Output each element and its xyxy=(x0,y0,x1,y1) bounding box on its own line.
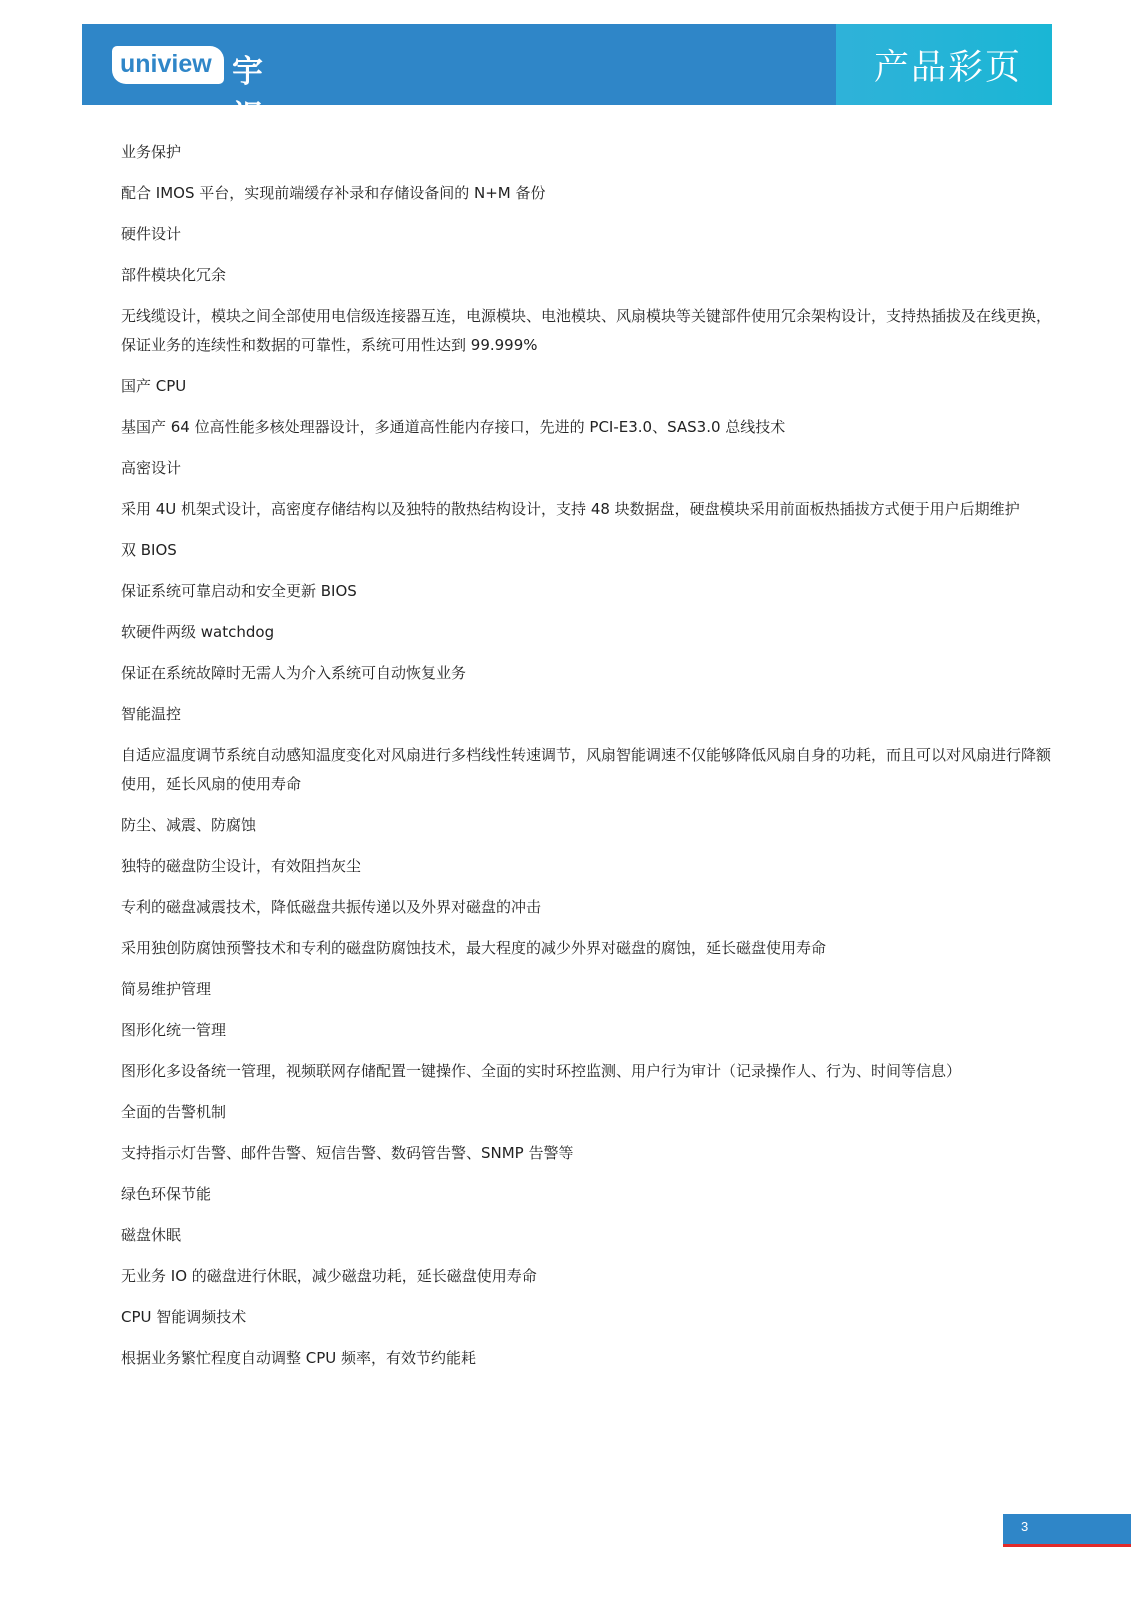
paragraph: 采用 4U 机架式设计，高密度存储结构以及独特的散热结构设计，支持 48 块数据盘，硬盘模块采用前面板热插拔方式便于用户后期维护 xyxy=(121,500,1020,518)
page-header xyxy=(82,24,1052,135)
page-footer xyxy=(1003,1514,1131,1547)
subsection-heading: 智能温控 xyxy=(121,705,182,723)
logo-text: uniview xyxy=(120,50,212,78)
subsection-heading: 部件模块化冗余 xyxy=(121,266,227,284)
paragraph: 专利的磁盘减震技术，降低磁盘共振传递以及外界对磁盘的冲击 xyxy=(121,898,542,916)
section-heading: 硬件设计 xyxy=(121,225,182,243)
section-heading: 绿色环保节能 xyxy=(121,1185,212,1203)
header-title-panel xyxy=(836,24,1052,105)
paragraph: 支持指示灯告警、邮件告警、短信告警、数码管告警、SNMP 告警等 xyxy=(121,1144,574,1162)
document-body xyxy=(121,138,1051,1385)
logo-badge xyxy=(112,46,224,84)
paragraph: 自适应温度调节系统自动感知温度变化对风扇进行多档线性转速调节，风扇智能调速不仅能够降低风扇自身的功耗，而且可以对风扇进行降额使用，延长风扇的使用寿命 xyxy=(121,746,1052,793)
paragraph: 配合 IMOS 平台，实现前端缓存补录和存储设备间的 N+M 备份 xyxy=(121,184,546,202)
paragraph: 无线缆设计，模块之间全部使用电信级连接器互连，电源模块、电池模块、风扇模块等关键部件使用冗余架构设计，支持热插拔及在线更换，保证业务的连续性和数据的可靠性，系统可用性达到 99.999% xyxy=(121,307,1052,354)
section-heading: 简易维护管理 xyxy=(121,980,212,998)
page-number: 3 xyxy=(1021,1519,1029,1534)
paragraph: 无业务 IO 的磁盘进行休眠，减少磁盘功耗，延长磁盘使用寿命 xyxy=(121,1267,537,1285)
logo-chinese-name: 宇视 xyxy=(232,54,269,135)
subsection-heading: CPU 智能调频技术 xyxy=(121,1308,247,1326)
brand-logo xyxy=(112,46,304,135)
paragraph: 保证系统可靠启动和安全更新 BIOS xyxy=(121,582,357,600)
paragraph: 图形化多设备统一管理，视频联网存储配置一键操作、全面的实时环控监测、用户行为审计（记录操作人、行为、时间等信息） xyxy=(121,1062,962,1080)
paragraph: 保证在系统故障时无需人为介入系统可自动恢复业务 xyxy=(121,664,467,682)
subsection-heading: 双 BIOS xyxy=(121,541,177,559)
paragraph: 根据业务繁忙程度自动调整 CPU 频率，有效节约能耗 xyxy=(121,1349,477,1367)
paragraph: 基国产 64 位高性能多核处理器设计，多通道高性能内存接口，先进的 PCI-E3.0、SAS3.0 总线技术 xyxy=(121,418,786,436)
paragraph: 独特的磁盘防尘设计，有效阻挡灰尘 xyxy=(121,857,362,875)
subsection-heading: 全面的告警机制 xyxy=(121,1103,227,1121)
header-title: 产品彩页 xyxy=(873,48,1022,88)
subsection-heading: 国产 CPU xyxy=(121,377,187,395)
subsection-heading: 防尘、减震、防腐蚀 xyxy=(121,816,257,834)
paragraph: 采用独创防腐蚀预警技术和专利的磁盘防腐蚀技术，最大程度的减少外界对磁盘的腐蚀，延长磁盘使用寿命 xyxy=(121,939,827,957)
section-heading: 业务保护 xyxy=(121,143,182,161)
subsection-heading: 图形化统一管理 xyxy=(121,1021,227,1039)
subsection-heading: 磁盘休眠 xyxy=(121,1226,182,1244)
subsection-heading: 软硬件两级 watchdog xyxy=(121,623,275,641)
subsection-heading: 高密设计 xyxy=(121,459,182,477)
